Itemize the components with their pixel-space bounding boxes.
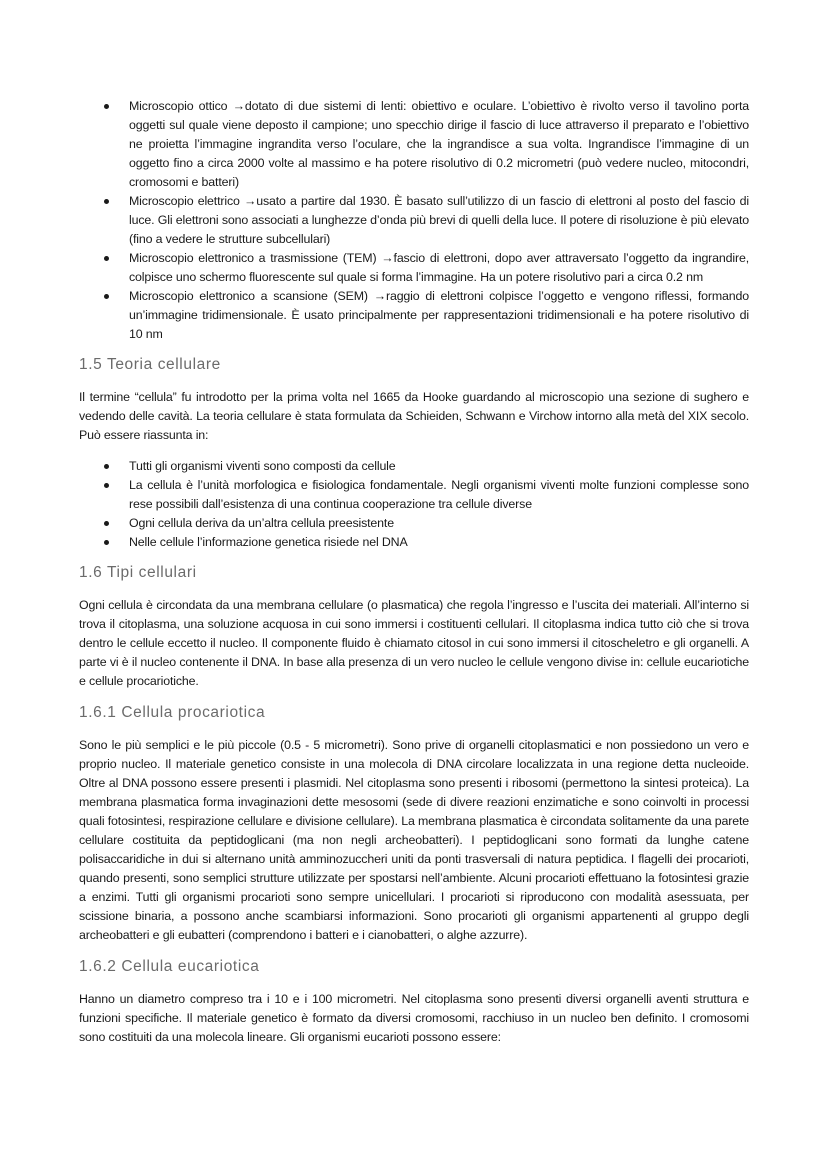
cell-theory-list xyxy=(79,457,749,552)
list-item xyxy=(79,533,749,552)
list-item-text: Microscopio elettronico a trasmissione (TEM) →fascio di elettroni, dopo aver attraversato l’oggetto da ingrandire, colpisce uno schermo fluorescente sul quale si forma l’immagine. Ha un potere risolutivo pari a circa 0.2 nm xyxy=(129,251,749,284)
bullet-icon xyxy=(104,464,109,469)
list-item xyxy=(79,97,749,192)
section-heading-cellula-eucariotica: 1.6.2 Cellula eucariotica xyxy=(79,958,260,975)
section-heading-teoria-cellulare: 1.5 Teoria cellulare xyxy=(79,356,221,373)
list-item-text: Nelle cellule l’informazione genetica risiede nel DNA xyxy=(129,535,408,549)
document-content xyxy=(79,97,749,1047)
paragraph-cellula-procariotica: Sono le più semplici e le più piccole (0.5 - 5 micrometri). Sono prive di organelli citoplasmatici e non possiedono un vero e proprio nucleo. Il materiale genetico consiste in una molecola di DNA circolare localizzata in una regione detta nucleoide. Oltre al DNA possono essere presenti i plasmidi. Nel citoplasma sono presenti i ribosomi (permettono la sintesi proteica). La membrana plasmatica forma invaginazioni dette mesosomi (sede di divere reazioni enzimatiche e sono coinvolti in processi quali fotosintesi, respirazione cellulare e divisione cellulare). La membrana plasmatica è circondata solitamente da una parete cellulare costituita da peptidoglicani (ma non negli archeobatteri). I peptidoglicani sono formati da lunghe catene polisaccaridiche in dui si alternano unità amminozuccheri uniti da ponti trasversali di natura peptidica. I flagelli dei procarioti, quando presenti, sono semplici strutture utilizzate per spostarsi nell’ambiente. Alcuni procarioti effettuano la fotosintesi grazie a enzimi. Tutti gli organismi procarioti sono sempre unicellulari. I procarioti si riproducono con modalità asessuata, per scissione binaria, a possono anche scambiarsi informazioni. Sono procarioti gli organismi appartenenti al gruppo degli archeobatteri e gli eubatteri (comprendono i batteri e i cianobatteri, o alghe azzurre). xyxy=(79,738,749,942)
bullet-icon xyxy=(104,256,109,261)
section-heading-tipi-cellulari: 1.6 Tipi cellulari xyxy=(79,564,197,581)
list-item xyxy=(79,287,749,344)
bullet-icon xyxy=(104,483,109,488)
paragraph-teoria-cellulare: Il termine “cellula” fu introdotto per la prima volta nel 1665 da Hooke guardando al microscopio una sezione di sughero e vedendo delle cavità. La teoria cellulare è stata formulata da Schieiden, Schwann e Virchow intorno alla metà del XIX secolo. Può essere riassunta in: xyxy=(79,390,749,442)
list-item-text: Microscopio elettronico a scansione (SEM) →raggio di elettroni colpisce l’oggetto e vengono riflessi, formando un’immagine tridimensionale. È usato principalmente per rappresentazioni tridimensionali e ha potere risolutivo di 10 nm xyxy=(129,289,749,341)
paragraph-tipi-cellulari: Ogni cellula è circondata da una membrana cellulare (o plasmatica) che regola l’ingresso e l’uscita dei materiali. All’interno si trova il citoplasma, una soluzione acquosa in cui sono immersi i costituenti cellulari. Il citoplasma indica tutto ciò che si trova dentro le cellule eccetto il nucleo. Il componente fluido è chiamato citosol in cui sono immersi il citoscheletro e gli organelli. A parte vi è il nucleo contenente il DNA. In base alla presenza di un vero nucleo le cellule vengono divise in: cellule eucariotiche e cellule procariotiche. xyxy=(79,598,749,688)
section-heading-cellula-procariotica: 1.6.1 Cellula procariotica xyxy=(79,704,266,721)
bullet-icon xyxy=(104,199,109,204)
bullet-icon xyxy=(104,104,109,109)
list-item xyxy=(79,457,749,476)
list-item-text: La cellula è l’unità morfologica e fisiologica fondamentale. Negli organismi viventi molte funzioni complesse sono rese possibili dall’esistenza di una continua cooperazione tra cellule diverse xyxy=(129,478,749,511)
list-item xyxy=(79,192,749,249)
bullet-icon xyxy=(104,540,109,545)
paragraph-cellula-eucariotica: Hanno un diametro compreso tra i 10 e i 100 micrometri. Nel citoplasma sono presenti diversi organelli aventi struttura e funzioni specifiche. Il materiale genetico è formato da diversi cromosomi, racchiuso in un nucleo ben definito. I cromosomi sono costituiti da una molecola lineare. Gli organismi eucarioti possono essere: xyxy=(79,992,749,1044)
microscopes-list xyxy=(79,97,749,344)
list-item-text: Ogni cellula deriva da un’altra cellula preesistente xyxy=(129,516,394,530)
list-item xyxy=(79,514,749,533)
list-item-text: Microscopio elettrico →usato a partire dal 1930. È basato sull’utilizzo di un fascio di elettroni al posto del fascio di luce. Gli elettroni sono associati a lunghezze d’onda più brevi di quelli della luce. Il potere di risoluzione è più elevato (fino a vedere le strutture subcellulari) xyxy=(129,194,749,246)
list-item xyxy=(79,249,749,287)
list-item-text: Tutti gli organismi viventi sono composti da cellule xyxy=(129,459,396,473)
bullet-icon xyxy=(104,521,109,526)
list-item-text: Microscopio ottico →dotato di due sistemi di lenti: obiettivo e oculare. L’obiettivo è rivolto verso il tavolino porta oggetti sul quale viene deposto il campione; uno specchio dirige il fascio di luce attraverso il preparato e l’obiettivo ne proietta l’immagine ingrandita verso l’oculare, che la ingrandisce a sua volta. Ingrandisce l’immagine di un oggetto fino a circa 2000 volte al massimo e ha potere risolutivo di 0.2 micrometri (può vedere nucleo, mitocondri, cromosomi e batteri) xyxy=(129,99,749,189)
list-item xyxy=(79,476,749,514)
bullet-icon xyxy=(104,294,109,299)
